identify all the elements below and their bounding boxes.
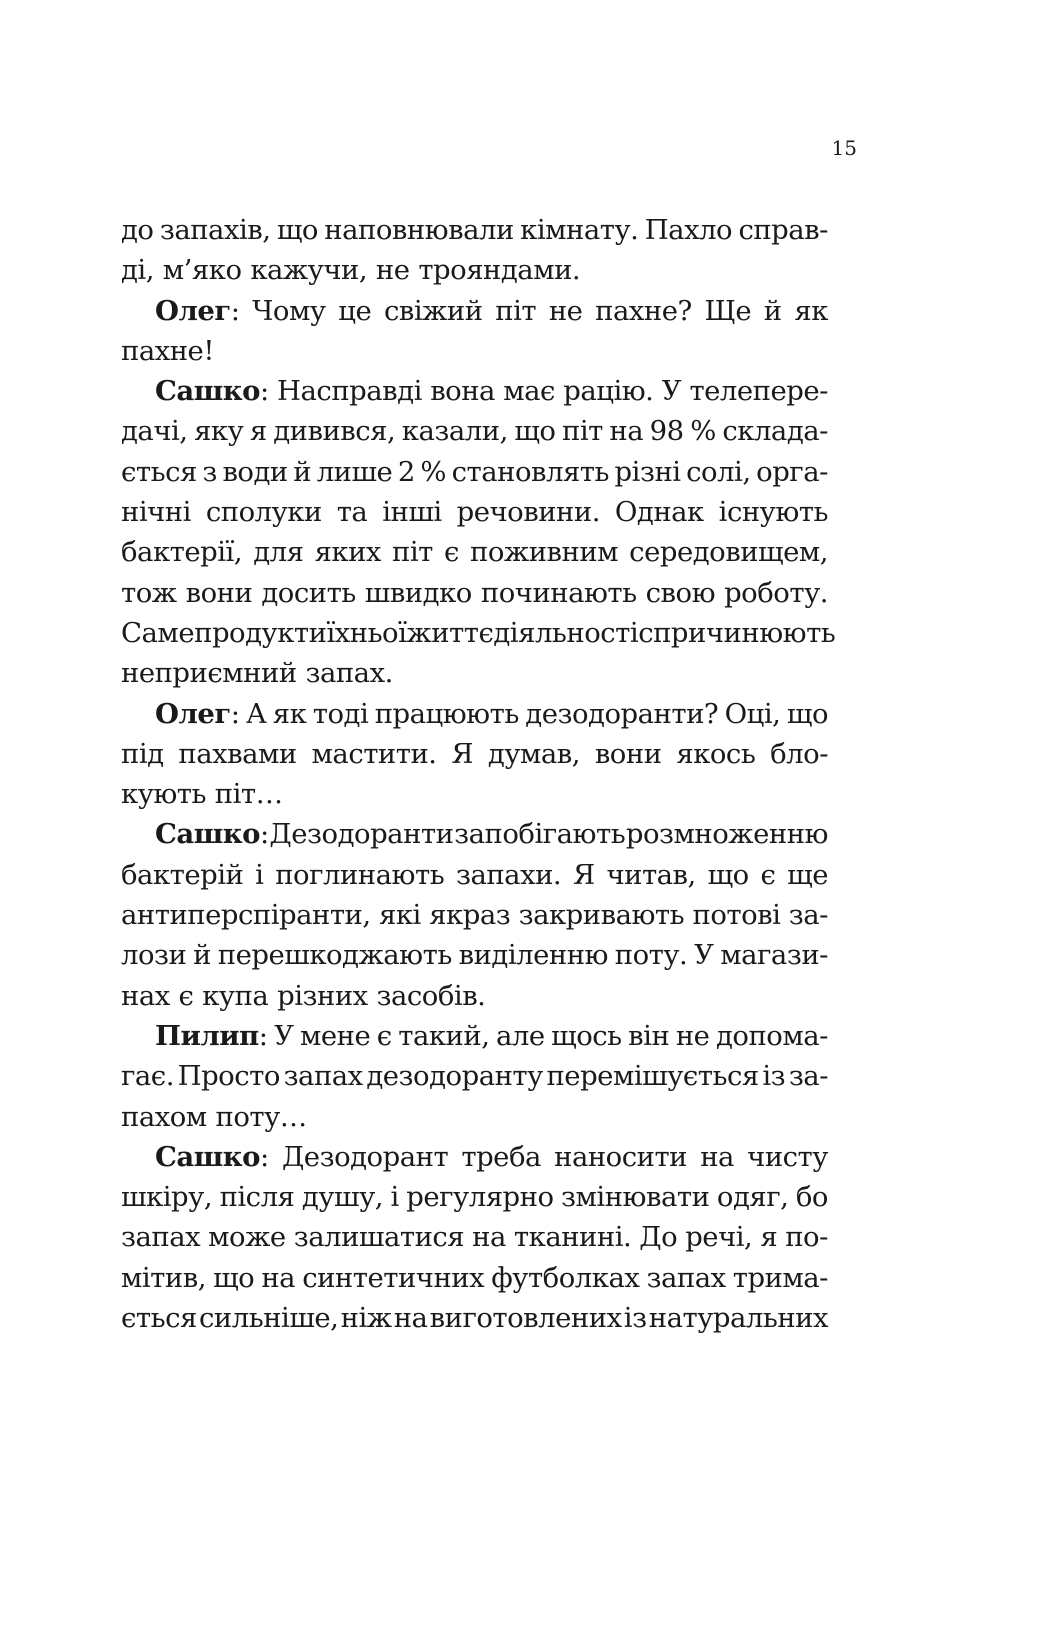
text-line: Олег: А як тоді працюють дезодоранти? Оці, що [155, 697, 828, 730]
text-line: неприємний запах. [121, 657, 393, 690]
text-line: ється з води й лише 2 % становлять різні солі, орга- [121, 455, 828, 488]
text-line: тож вони досить швидко починають свою роботу. [121, 576, 828, 609]
speaker-name: Пилип [155, 1019, 259, 1052]
text-line: Сашко: Дезодорант треба наносити на чисту [155, 1140, 828, 1173]
text-line: антиперспіранти, які якраз закривають потові за- [121, 899, 828, 932]
text-line: Сашко: Насправді вона має рацію. У телепере- [155, 375, 828, 408]
speaker-name: Олег [155, 294, 231, 327]
text-line: гає. Просто запах дезодоранту перемішується із за- [121, 1060, 828, 1093]
text-line: пахне! [121, 334, 214, 367]
text-line: ді, м’яко кажучи, не трояндами. [121, 254, 581, 287]
speaker-name: Сашко [155, 1140, 260, 1173]
speaker-name: Сашко [155, 375, 260, 408]
text-line: Пилип: У мене є такий, але щось він не допома- [155, 1019, 828, 1052]
speaker-name: Олег [155, 697, 231, 730]
text-line: до запахів, що наповнювали кімнату. Пахло справ- [121, 214, 828, 246]
text-line: нах є купа різних засобів. [121, 979, 486, 1012]
text-line: бактерії, для яких піт є поживним середовищем, [121, 536, 828, 569]
speaker-name: Сашко [155, 818, 260, 851]
text-line: нічні сполуки та інші речовини. Однак існують [121, 496, 828, 529]
text-line: дачі, яку я дивився, казали, що піт на 98 % склада- [121, 415, 828, 448]
text-line: запах може залишатися на тканині. До речі, я по- [121, 1221, 828, 1254]
text-line: бактерій і поглинають запахи. Я читав, що є ще [121, 858, 828, 891]
text-line: під пахвами мастити. Я думав, вони якось бло- [121, 737, 828, 770]
text-line: Сашко: Дезодоранти запобігають розмноженню [155, 818, 828, 851]
text-line: лози й перешкоджають виділенню поту. У магази- [121, 939, 828, 972]
text-line: пахом поту… [121, 1100, 307, 1133]
text-line: Саме продукти їхньої життєдіяльності спричинюють [121, 616, 836, 649]
page-body-text [121, 210, 836, 1338]
text-line: шкіру, після душу, і регулярно змінювати одяг, бо [121, 1181, 828, 1214]
page-number: 15 [831, 136, 857, 160]
text-line: мітив, що на синтетичних футболках запах трима- [121, 1261, 828, 1294]
text-line: кують піт… [121, 778, 283, 811]
text-line: ється сильніше, ніж на виготовлених із натуральних [121, 1302, 828, 1335]
text-line: Олег: Чому це свіжий піт не пахне? Ще й як [155, 294, 828, 327]
